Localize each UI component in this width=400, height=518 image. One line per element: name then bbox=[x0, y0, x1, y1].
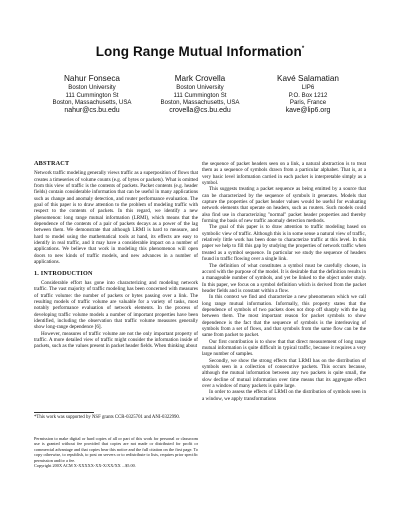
author-2 bbox=[148, 74, 252, 115]
author-1 bbox=[40, 74, 144, 115]
footnote-rule bbox=[34, 412, 94, 413]
right-paragraph-6: Our first contribution is to show that that direct measurement of long range mutual information is quite difficult in typical traffic, because it requires a very large number of samples. bbox=[202, 338, 366, 358]
right-paragraph-1: the sequence of packet headers seen on a link, a natural abstraction is to treat them as a sequence of symbols drawn from a particular alphabet. That is, at a very basic level information carried in each packet is interpretable simply as a symbol. bbox=[202, 161, 366, 187]
footnote-text: *This work was supported by NSF grants CCR-0325701 and ANI-0322990. bbox=[34, 415, 181, 420]
right-paragraph-8: In order to assess the effects of LRMI on the distribution of symbols seen in a window, we apply transformations bbox=[202, 389, 366, 402]
author-3 bbox=[256, 74, 360, 115]
intro-paragraph-2: However, measures of traffic volume are not the only important property of traffic. A more detailed view of traffic might consider the information inside of packets, such as the values present in packet header fields. When thinking about bbox=[34, 330, 198, 350]
author-address-line-1: P.O. Box 1212 bbox=[288, 91, 328, 99]
author-name: Nahur Fonseca bbox=[64, 74, 120, 83]
author-address-line-2: Paris, France bbox=[289, 99, 327, 107]
author-email: nahur@cs.bu.edu bbox=[64, 106, 120, 114]
abstract-heading: ABSTRACT bbox=[34, 160, 70, 167]
title-footnote-mark: * bbox=[301, 46, 305, 52]
author-address-line-1: 111 Cummington St bbox=[65, 91, 119, 99]
author-affiliation: Boston University bbox=[176, 84, 224, 91]
author-email: crovella@cs.bu.edu bbox=[169, 106, 231, 114]
right-paragraph-7: Secondly, we show the strong effects that LRMI has on the distribution of symbols seen in a collection of consecutive packets. This occurs because, although the mutual information between any two packets is quite small, the slow decline of mutual information over time means that its aggregate effect over a window of many packets is quite large. bbox=[202, 357, 366, 390]
author-address-line-2: Boston, Massachusetts, USA bbox=[160, 99, 240, 107]
author-affiliation: LIP6 bbox=[301, 84, 315, 91]
author-affiliation: Boston University bbox=[68, 84, 116, 91]
intro-paragraph-1: Considerable effort has gone into characterizing and modeling network traffic. The vast majority of traffic modeling has been concerned with measures of traffic volume: the number of packets or bytes passing over a link. The resulting models of traffic volume are valuable for a variety of tasks, most notably performance evaluation of network elements. In the process of developing traffic volume models a number of important properties have been identified, including the observation that traffic volume measures generally show long-range dependence [6]. bbox=[34, 279, 198, 331]
section-heading-introduction: 1. INTRODUCTION bbox=[34, 269, 93, 277]
author-name: Kavé Salamatian bbox=[277, 74, 339, 83]
abstract-text: Network traffic modeling generally views traffic as a superposition of flows that creates a timeseries of volume counts (e.g. of bytes or packets). What is omitted from this view of traffic is the contents of packets. Packet contents (e.g. header fields) contain considerable information that can be useful in many applications such as change and anomaly detection, and router performance evaluation. The goal of this paper is to draw attention to the problem of modeling traffic with respect to the contents of packets. In this regard, we identify a new phenomenon: long range mutual information (LRMI), which means that the dependence of the contents of a pair of packets decays as a power of the lag between them. We demonstrate that although LRMI is hard to measure, and hard to model using the mathematical tools at hand, its effects are easy to identify in real traffic, and it may have a considerable impact on a number of applications. We believe that work in modeling this phenomenon will open doors to new kinds of traffic models, and new advances in a number of applications. bbox=[34, 170, 198, 266]
left-column bbox=[34, 161, 198, 350]
right-paragraph-3: The goal of this paper is to draw attention to traffic modeling based on symbolic view of traffic. Although this is in some sense a natural view of traffic, relatively little work has been done to characterize traffic at this level. In this paper we help to fill this gap by studying the properties of network traffic when treated as a symbol sequence. In particular we study the sequence of headers found in traffic flowing over a single link. bbox=[202, 224, 366, 263]
author-email: kave@lip6.org bbox=[285, 106, 331, 114]
author-block bbox=[40, 74, 360, 115]
right-paragraph-4: The definition of what constitutes a symbol must be carefully chosen, in accord with the purpose of the model. It is desirable that the definition results in a manageable number of symbols, and yet be linked to the object under study. In this paper, we focus on a symbol definition which is derived from the packet header fields and is constant within a flow. bbox=[202, 262, 366, 294]
right-paragraph-2: This suggests treating a packet sequence as being emitted by a source that can be characterized by the sequence of symbols it generates. Models that capture the properties of packet header values would be useful for evaluating network elements that operate on headers, such as routers. Such models could also find use in characterizing "normal" packet header properties and thereby forming the basis of new traffic anomaly detection methods. bbox=[202, 186, 366, 225]
right-column bbox=[202, 161, 366, 402]
paper-title bbox=[0, 44, 400, 59]
title-text: Long Range Mutual Information bbox=[95, 44, 302, 59]
author-address-line-1: 111 Cummington St bbox=[173, 91, 227, 99]
permission-notice: Permission to make digital or hard copies of all or part of this work for personal or classroom use is granted without fee provided that copies are not made or distributed for profit or commercial advantage and that copies bear this notice and the full citation on the first page. To copy otherwise, to republish, to post on servers or to redistribute to lists, requires prior specific permission and/or a fee. Copyright 200X ACM X-XXXXX-XX-X/XX/XX ...$5.00. bbox=[34, 436, 198, 469]
footnote bbox=[34, 412, 198, 421]
author-address-line-2: Boston, Massachusetts, USA bbox=[52, 99, 132, 107]
right-paragraph-5: In this context we find and characterize a new phenomenon which we call long range mutual information. Informally, this property states that the dependence of symbols of two packets does not drop off sharply with the lag between them. The most important reason for packet symbols to show dependence is the fact that the sequence of symbols is the interleaving of symbols from a set of flows, and that symbols from the same flow can be the same from packet to packet. bbox=[202, 294, 366, 339]
author-name: Mark Crovella bbox=[174, 74, 226, 83]
